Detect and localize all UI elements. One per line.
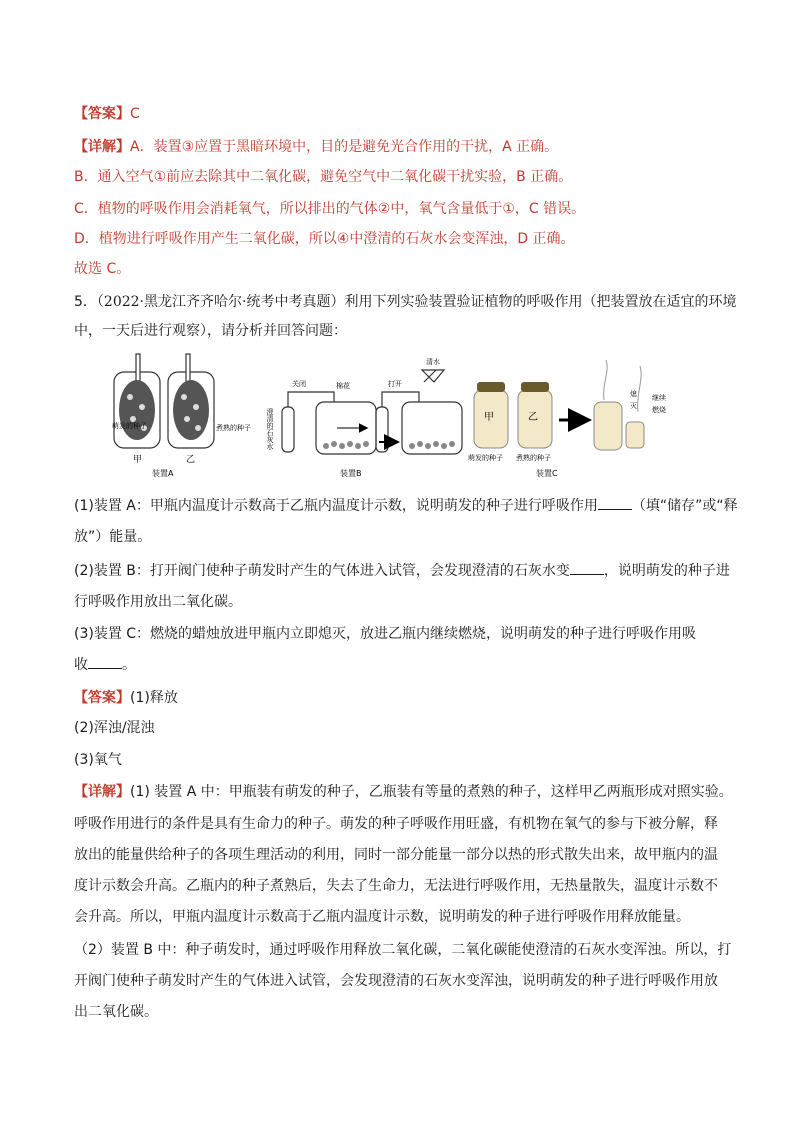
q5-sub2-line-1 [74, 561, 730, 581]
label-water: 清水 [426, 358, 440, 366]
q4-detail-b: B．通入空气①前应去除其中二氧化碳，避免空气中二氧化碳干扰实验，B 正确。 [74, 169, 573, 185]
q4-detail-d: D．植物进行呼吸作用产生二氧化碳，所以④中澄清的石灰水会变浑浊，D 正确。 [74, 231, 575, 247]
q5-sub2-line-2: 行呼吸作用放出二氧化碳。 [74, 594, 242, 610]
sub2-text-a: (2)装置 B：打开阀门使种子萌发时产生的气体进入试管，会发现澄清的石灰水变 [74, 563, 570, 579]
label-device-b: 装置B [340, 469, 362, 478]
q5-detail-line-4: 度计示数会升高。乙瓶内的种子煮熟后，失去了生命力，无法进行呼吸作用，无热量散失，温度计示数不 [74, 878, 718, 894]
label-device-a: 装置A [152, 469, 174, 478]
label-burn: 燃烧 [652, 406, 666, 414]
sub1-text-a: (1)装置 A：甲瓶内温度计示数高于乙瓶内温度计示数，说明萌发的种子进行呼吸作用 [74, 498, 598, 514]
label-open: 打开 [388, 380, 402, 388]
label-yi: 乙 [186, 455, 196, 465]
label-continue: 继续 [652, 394, 666, 402]
answer-blank [88, 668, 122, 669]
q5-detail-line-7: 开阀门使种子萌发时产生的气体进入试管，会发现澄清的石灰水变浑浊，说明萌发的种子进行呼吸作用放 [74, 973, 718, 989]
q5-stem-line-1 [74, 292, 736, 312]
answer-blank [598, 509, 632, 510]
label-limewater: 澄清的石灰水 [266, 408, 274, 450]
label-cotton: 棉花 [336, 382, 350, 390]
q4-detail-c: C．植物的呼吸作用会消耗氧气，所以排出的气体②中，氧气含量低于①，C 错误。 [74, 201, 586, 217]
q5-detail-line-8: 出二氧化碳。 [74, 1004, 158, 1020]
q4-choice: 故选 C。 [74, 261, 131, 277]
sub1-text-b: （填“储存”或“释 [631, 498, 738, 514]
q5-stem-line-2: 中，一天后进行观察），请分析并回答问题： [74, 323, 347, 339]
detail-text: A．装置③应置于黑暗环境中，目的是避免光合作用的干扰，A 正确。 [130, 139, 559, 155]
sub2-text-b: ，说明萌发的种子进 [603, 563, 730, 579]
answer-value: C [130, 106, 140, 122]
bottle-c-jia-2-icon [594, 402, 622, 450]
q5-detail-line-3: 放出的能量供给种子的各项生理活动的利用，同时一部分能量一部分以热的形式散失出来，故甲瓶内的温 [74, 847, 718, 863]
bottle-c-yi-2-icon [626, 422, 644, 448]
question-source: （2022·黑龙江齐齐哈尔·统考中考真题） [96, 294, 345, 310]
label-jia: 甲 [133, 455, 143, 465]
label-xi: 熄 [630, 390, 637, 398]
q5-sub3-line-2 [74, 655, 136, 675]
q4-detail-a [74, 137, 558, 157]
answer-3: (3)氧气 [74, 752, 122, 768]
q5-sub3-line-1: (3)装置 C：燃烧的蜡烛放进甲瓶内立即熄灭，放进乙瓶内继续燃烧，说明萌发的种子进行呼吸作用吸 [74, 626, 697, 642]
q5-detail-line-6: （2）装置 B 中：种子萌发时，通过呼吸作用释放二氧化碳，二氧化碳能使澄清的石灰水变浑浊。所以，打 [74, 942, 732, 958]
q4-answer-line [74, 104, 140, 124]
q5-sub1-line-2: 放”）能量。 [74, 529, 152, 545]
label-mie: 灭 [630, 402, 637, 410]
experiment-figure [104, 352, 694, 482]
sub3-text-b: 收 [74, 657, 88, 673]
label-c-boiled: 煮熟的种子 [516, 454, 551, 462]
answer-tag: 【答案】 [74, 106, 130, 122]
test-tube-icon [282, 407, 294, 452]
label-close: 关闭 [292, 380, 306, 388]
label-device-c: 装置C [536, 469, 558, 478]
detail-tag: 【详解】 [74, 784, 130, 800]
detail-tag: 【详解】 [74, 139, 130, 155]
answer-blank [570, 574, 604, 575]
detail-text: (1) 装置 A 中：甲瓶装有萌发的种子，乙瓶装有等量的煮熟的种子，这样甲乙两瓶形成对照实验。 [130, 784, 733, 800]
q5-detail-line-1 [74, 782, 733, 802]
question-stem: 利用下列实验装置验证植物的呼吸作用（把装置放在适宜的环境 [344, 294, 737, 310]
sub3-text-c: 。 [122, 657, 136, 673]
label-c-yi: 乙 [528, 412, 538, 423]
question-number: 5． [74, 294, 97, 310]
answer-2: (2)浑浊/混浊 [74, 720, 155, 736]
answer-1: (1)释放 [130, 690, 178, 706]
label-c-jia: 甲 [484, 412, 494, 423]
answer-tag: 【答案】 [74, 690, 130, 706]
q5-sub1-line-1 [74, 496, 738, 516]
test-tube-2-icon [376, 407, 388, 452]
label-sprouting: 萌发的种子 [112, 422, 147, 430]
q5-detail-line-5: 会升高。所以，甲瓶内温度计示数高于乙瓶内温度计示数，说明萌发的种子进行呼吸作用释放能量。 [74, 909, 690, 925]
q5-detail-line-2: 呼吸作用进行的条件是具有生命力的种子。萌发的种子呼吸作用旺盛，有机物在氧气的参与下被分解，释 [74, 816, 718, 832]
q5-answer-line [74, 688, 178, 708]
label-c-sprouting: 萌发的种子 [468, 454, 503, 462]
label-boiled: 煮熟的种子 [216, 424, 251, 432]
